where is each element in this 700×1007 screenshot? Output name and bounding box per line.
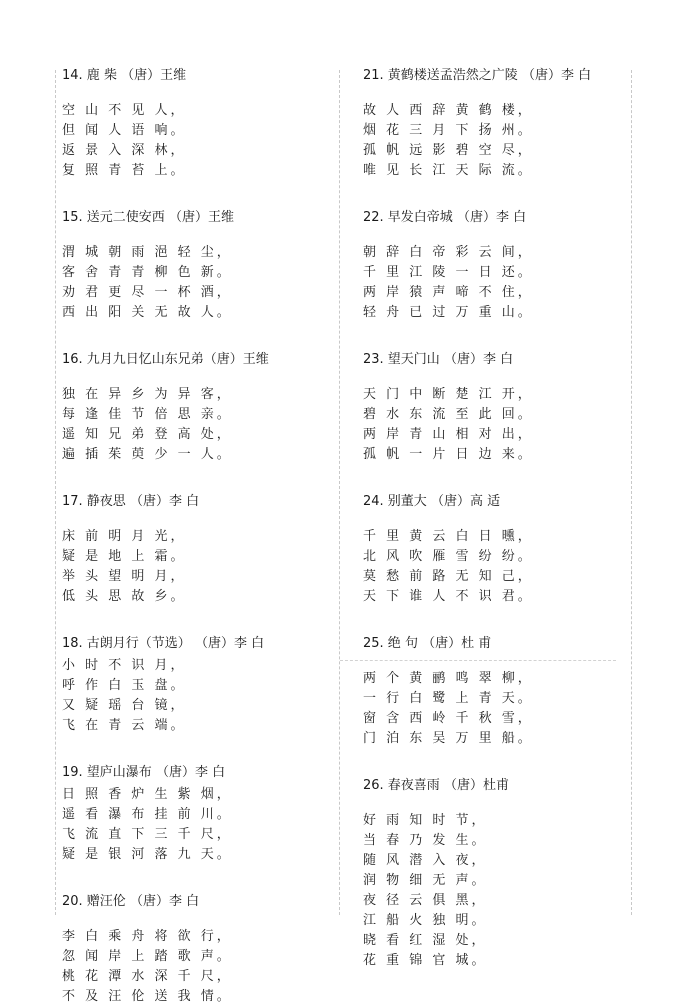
poem-line: 故 人 西 辞 黄 鹤 楼， xyxy=(363,103,534,118)
poem-line: 千 里 黄 云 白 日 曛， xyxy=(363,529,534,544)
poem-line: 两 岸 青 山 相 对 出， xyxy=(363,427,534,442)
poem-line: 两 岸 猿 声 啼 不 住， xyxy=(363,285,534,300)
right-column xyxy=(363,64,633,971)
poem-line: 遥 知 兄 弟 登 高 处， xyxy=(62,427,233,442)
poem-line: 江 船 火 独 明。 xyxy=(363,913,488,928)
poem-line: 西 出 阳 关 无 故 人。 xyxy=(62,305,233,320)
poem-line: 烟 花 三 月 下 扬 州。 xyxy=(363,123,534,138)
poem-line: 遍 插 茱 萸 少 一 人。 xyxy=(62,447,233,462)
poem-line: 呼 作 白 玉 盘。 xyxy=(62,678,187,693)
poem-line: 劝 君 更 尽 一 杯 酒， xyxy=(62,285,233,300)
poem-title: 16. 九月九日忆山东兄弟（唐）王维 xyxy=(62,352,269,367)
poem-line: 忽 闻 岸 上 踏 歌 声。 xyxy=(62,949,233,964)
poem-line: 低 头 思 故 乡。 xyxy=(62,589,187,604)
poem-line: 碧 水 东 流 至 此 回。 xyxy=(363,407,534,422)
poem-line: 飞 流 直 下 三 千 尺， xyxy=(62,827,233,842)
poem-title: 22. 早发白帝城 （唐）李 白 xyxy=(363,210,527,225)
poem-line: 唯 见 长 江 天 际 流。 xyxy=(363,163,534,178)
poem-title: 25. 绝 句 （唐）杜 甫 xyxy=(363,636,492,651)
poem-line: 疑 是 银 河 落 九 天。 xyxy=(62,847,233,862)
poem-line: 日 照 香 炉 生 紫 烟， xyxy=(62,787,233,802)
poem-line: 飞 在 青 云 端。 xyxy=(62,718,187,733)
poem-line: 独 在 异 乡 为 异 客， xyxy=(62,387,233,402)
poem-17 xyxy=(62,490,332,607)
poem-title: 15. 送元二使安西 （唐）王维 xyxy=(62,210,234,225)
poem-line: 但 闻 人 语 响。 xyxy=(62,123,187,138)
poem-26 xyxy=(363,774,633,971)
poem-title: 17. 静夜思 （唐）李 白 xyxy=(62,494,200,509)
poem-22 xyxy=(363,206,633,323)
poem-line: 润 物 细 无 声。 xyxy=(363,873,488,888)
poem-line: 两 个 黄 鹂 鸣 翠 柳， xyxy=(363,671,534,686)
poem-line: 又 疑 瑶 台 镜， xyxy=(62,698,187,713)
poem-20 xyxy=(62,890,332,1007)
poem-14 xyxy=(62,64,332,181)
poem-title: 26. 春夜喜雨 （唐）杜甫 xyxy=(363,778,509,793)
poem-24 xyxy=(363,490,633,607)
poem-line: 天 下 谁 人 不 识 君。 xyxy=(363,589,534,604)
poem-line: 随 风 潜 入 夜， xyxy=(363,853,488,868)
poem-line: 举 头 望 明 月， xyxy=(62,569,187,584)
poem-15 xyxy=(62,206,332,323)
poem-line: 桃 花 潭 水 深 千 尺， xyxy=(62,969,233,984)
poem-line: 千 里 江 陵 一 日 还。 xyxy=(363,265,534,280)
poem-line: 遥 看 瀑 布 挂 前 川。 xyxy=(62,807,233,822)
poem-title: 19. 望庐山瀑布 （唐）李 白 xyxy=(62,765,226,780)
poem-19 xyxy=(62,761,332,865)
poem-16 xyxy=(62,348,332,465)
poem-line: 客 舍 青 青 柳 色 新。 xyxy=(62,265,233,280)
poem-line: 夜 径 云 俱 黑， xyxy=(363,893,488,908)
poem-title: 20. 赠汪伦 （唐）李 白 xyxy=(62,894,200,909)
poem-line: 北 风 吹 雁 雪 纷 纷。 xyxy=(363,549,534,564)
poem-21 xyxy=(363,64,633,181)
left-column xyxy=(62,64,332,1007)
poem-title: 23. 望天门山 （唐）李 白 xyxy=(363,352,514,367)
poem-line: 朝 辞 白 帝 彩 云 间， xyxy=(363,245,534,260)
poem-line: 每 逢 佳 节 倍 思 亲。 xyxy=(62,407,233,422)
poem-line: 不 及 汪 伦 送 我 情。 xyxy=(62,989,233,1004)
poem-line: 一 行 白 鹭 上 青 天。 xyxy=(363,691,534,706)
poem-line: 窗 含 西 岭 千 秋 雪， xyxy=(363,711,534,726)
poem-title: 18. 古朗月行（节选） （唐）李 白 xyxy=(62,636,265,651)
poem-line: 渭 城 朝 雨 浥 轻 尘， xyxy=(62,245,233,260)
poem-line: 孤 帆 一 片 日 边 来。 xyxy=(363,447,534,462)
poem-line: 门 泊 东 吴 万 里 船。 xyxy=(363,731,534,746)
poem-line: 莫 愁 前 路 无 知 己， xyxy=(363,569,534,584)
poem-title: 24. 别董大 （唐）高 适 xyxy=(363,494,501,509)
poem-line: 复 照 青 苔 上。 xyxy=(62,163,187,178)
left-border-line xyxy=(55,70,56,915)
poem-line: 晓 看 红 湿 处， xyxy=(363,933,488,948)
poem-line: 轻 舟 已 过 万 重 山。 xyxy=(363,305,534,320)
poem-23 xyxy=(363,348,633,465)
poem-line: 花 重 锦 官 城。 xyxy=(363,953,488,968)
poem-line: 天 门 中 断 楚 江 开， xyxy=(363,387,534,402)
poem-line: 李 白 乘 舟 将 欲 行， xyxy=(62,929,233,944)
poem-18 xyxy=(62,632,332,736)
poem-line: 床 前 明 月 光， xyxy=(62,529,187,544)
poem-title: 14. 鹿 柴 （唐）王维 xyxy=(62,68,187,83)
poem-line: 当 春 乃 发 生。 xyxy=(363,833,488,848)
poem-line: 疑 是 地 上 霜。 xyxy=(62,549,187,564)
poem-25 xyxy=(363,632,633,749)
column-divider-line xyxy=(339,70,340,915)
poem-line: 孤 帆 远 影 碧 空 尽， xyxy=(363,143,534,158)
poem-line: 空 山 不 见 人， xyxy=(62,103,187,118)
poem-title: 21. 黄鹤楼送孟浩然之广陵 （唐）李 白 xyxy=(363,68,592,83)
poem-line: 返 景 入 深 林， xyxy=(62,143,187,158)
poem-line: 小 时 不 识 月， xyxy=(62,658,187,673)
poem-line: 好 雨 知 时 节， xyxy=(363,813,488,828)
